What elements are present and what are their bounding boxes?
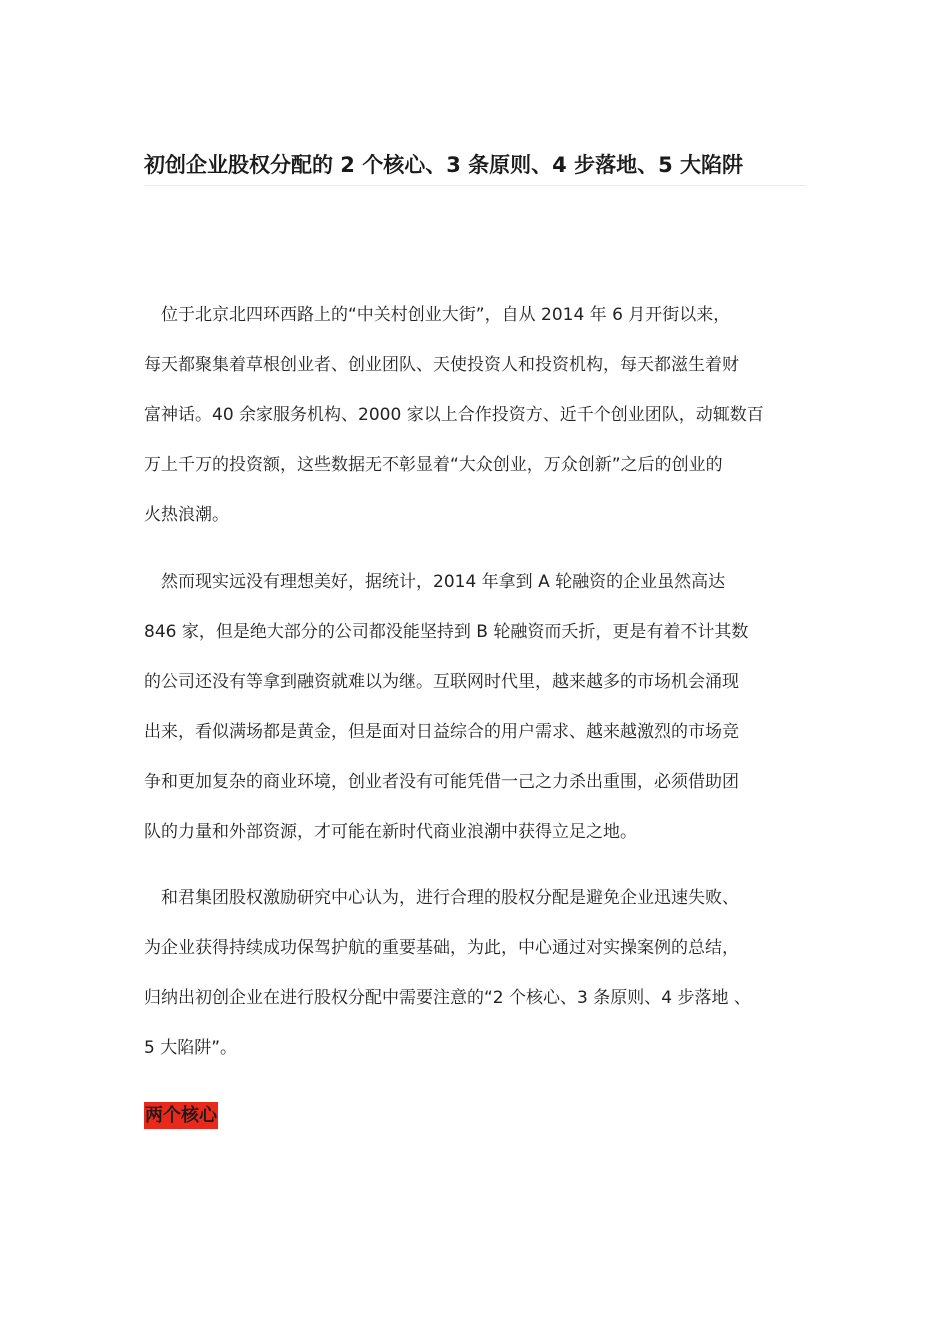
- paragraph-line: 为企业获得持续成功保驾护航的重要基础，为此，中心通过对实操案例的总结，: [144, 938, 739, 958]
- paragraph-line: 的公司还没有等拿到融资就难以为继。互联网时代里，越来越多的市场机会涌现: [144, 672, 739, 692]
- paragraph-3: [144, 873, 814, 1073]
- paragraph-line: 每天都聚集着草根创业者、创业团队、天使投资人和投资机构，每天都滋生着财: [144, 355, 739, 375]
- paragraph-2: [144, 557, 814, 857]
- section-heading: 两个核心: [144, 1102, 218, 1129]
- paragraph-1: [144, 290, 814, 540]
- paragraph-line: 位于北京北四环西路上的“中关村创业大街”，自从 2014 年 6 月开街以来，: [144, 305, 731, 325]
- article-title: 初创企业股权分配的 2 个核心、3 条原则、4 步落地、5 大陷阱: [144, 153, 744, 178]
- paragraph-line: 5 大陷阱”。: [144, 1038, 238, 1058]
- paragraph-line: 火热浪潮。: [144, 505, 229, 525]
- paragraph-line: 争和更加复杂的商业环境，创业者没有可能凭借一己之力杀出重围，必须借助团: [144, 772, 739, 792]
- paragraph-line: 和君集团股权激励研究中心认为，进行合理的股权分配是避免企业迅速失败、: [144, 888, 739, 908]
- paragraph-line: 归纳出初创企业在进行股权分配中需要注意的“2 个核心、3 条原则、4 步落地 、: [144, 988, 751, 1008]
- paragraph-line: 万上千万的投资额，这些数据无不彰显着“大众创业，万众创新”之后的创业的: [144, 455, 723, 475]
- title-divider: [144, 185, 806, 186]
- paragraph-line: 队的力量和外部资源，才可能在新时代商业浪潮中获得立足之地。: [144, 822, 637, 842]
- paragraph-line: 出来，看似满场都是黄金，但是面对日益综合的用户需求、越来越激烈的市场竞: [144, 722, 739, 742]
- paragraph-line: 富神话。40 余家服务机构、2000 家以上合作投资方、近千个创业团队，动辄数百: [144, 405, 764, 425]
- paragraph-line: 846 家，但是绝大部分的公司都没能坚持到 B 轮融资而夭折，更是有着不计其数: [144, 622, 749, 642]
- paragraph-line: 然而现实远没有理想美好，据统计，2014 年拿到 A 轮融资的企业虽然高达: [144, 572, 726, 592]
